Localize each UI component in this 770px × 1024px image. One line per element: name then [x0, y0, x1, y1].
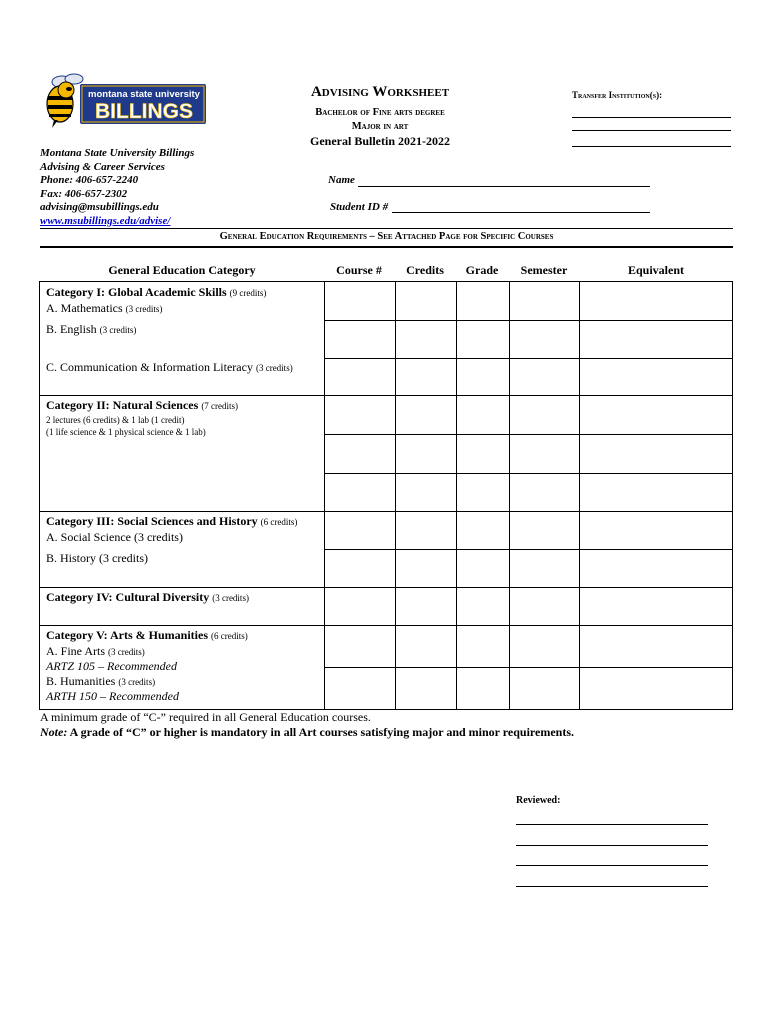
entry-row-divider: [324, 358, 732, 359]
table-row-divider: [40, 587, 732, 588]
table-row-divider: [40, 395, 732, 396]
category-5-credits: (6 credits): [211, 631, 248, 641]
page-title: Advising Worksheet: [310, 84, 450, 100]
natural-science-detail-2: (1 life science & 1 physical science & 1 lab): [46, 426, 206, 437]
table-row-divider: [40, 511, 732, 512]
table-col-divider: [579, 282, 580, 709]
category-5-block: [46, 628, 248, 704]
header-rule-top: [40, 228, 733, 229]
fine-arts-recommendation: ARTZ 105 – Recommended: [46, 659, 177, 673]
reviewed-line-2[interactable]: [516, 845, 708, 846]
entry-row-divider: [324, 320, 732, 321]
communication-credits: (3 credits): [255, 363, 293, 373]
history-label: B. History (3 credits): [46, 551, 148, 565]
entry-row-divider: [324, 473, 732, 474]
ge-requirements-table: [39, 281, 733, 710]
col-header-credits: Credits: [406, 263, 444, 277]
grade-notes: [40, 710, 574, 740]
student-id-field[interactable]: [392, 212, 650, 213]
table-col-divider: [456, 282, 457, 709]
humanities-recommendation: ARTH 150 – Recommended: [46, 689, 179, 703]
msu-billings-logo: [40, 72, 208, 130]
mathematics-label: A. Mathematics: [46, 300, 123, 315]
mathematics-credits: (3 credits): [125, 303, 163, 314]
fine-arts-credits: (3 credits): [108, 646, 145, 657]
english-row-label: [46, 322, 136, 338]
col-header-equivalent: Equivalent: [627, 263, 684, 277]
contact-phone: Phone: 406-657-2240: [40, 174, 139, 186]
name-field[interactable]: [358, 186, 650, 187]
contact-email: advising@msubillings.edu: [40, 201, 159, 213]
category-3-credits: (6 credits): [260, 517, 298, 527]
contact-office: Advising & Career Services: [40, 160, 165, 173]
art-grade-note: A grade of “C” or higher is mandatory in all Art courses satisfying major and minor requirements.: [67, 725, 574, 739]
category-3-title: Category III: Social Sciences and History: [46, 514, 258, 528]
logo-top-text: montana state university: [88, 89, 200, 100]
english-credits: (3 credits): [99, 325, 137, 335]
col-header-grade: Grade: [465, 263, 499, 277]
entry-row-divider: [324, 667, 732, 668]
transfer-institution-line-1[interactable]: [572, 117, 731, 118]
name-label: Name: [328, 174, 355, 186]
table-row-divider: [40, 625, 732, 626]
min-grade-note: A minimum grade of “C-” required in all General Education courses.: [40, 710, 371, 724]
reviewed-line-3[interactable]: [516, 865, 708, 866]
table-col-divider: [324, 282, 325, 709]
major-title: Major in art: [351, 121, 409, 132]
note-label: Note:: [40, 725, 68, 739]
category-5-title: Category V: Arts & Humanities: [46, 628, 208, 642]
humanities-label: B. Humanities: [46, 673, 116, 688]
category-1-title: Category I: Global Academic Skills: [46, 285, 227, 299]
category-4-title: Category IV: Cultural Diversity: [46, 590, 210, 604]
history-row-label: [46, 551, 148, 566]
category-1-block: [46, 285, 266, 316]
advising-website-link[interactable]: www.msubillings.edu/advise/: [40, 214, 171, 227]
category-2-block: [46, 398, 238, 438]
transfer-institution-line-3[interactable]: [572, 146, 731, 147]
bulletin-title: General Bulletin 2021-2022: [310, 134, 450, 148]
col-header-category: General Education Category: [108, 263, 256, 277]
col-header-semester: Semester: [520, 263, 568, 277]
worksheet-title-block: [270, 84, 490, 149]
fine-arts-label: A. Fine Arts: [46, 643, 106, 658]
reviewed-line-4[interactable]: [516, 886, 708, 887]
natural-science-detail-1: 2 lectures (6 credits) & 1 lab (1 credit): [46, 414, 185, 425]
contact-fax: Fax: 406-657-2302: [40, 187, 128, 200]
category-2-title: Category II: Natural Sciences: [46, 398, 199, 412]
transfer-institution-label: Transfer Institution(s):: [572, 90, 663, 100]
ge-requirements-header: General Education Requirements – See Attached Page for Specific Courses: [219, 231, 554, 242]
english-label: B. English: [46, 322, 97, 336]
table-col-divider: [509, 282, 510, 709]
contact-block: [40, 147, 194, 228]
reviewed-label: Reviewed:: [516, 795, 561, 806]
category-2-credits: (7 credits): [201, 401, 239, 411]
entry-row-divider: [324, 434, 732, 435]
humanities-credits: (3 credits): [118, 676, 156, 687]
category-3-block: [46, 514, 297, 544]
category-1-credits: (9 credits): [229, 288, 267, 298]
col-header-course: Course #: [336, 263, 382, 277]
header-rule-bottom: [40, 246, 733, 248]
table-col-divider: [395, 282, 396, 709]
communication-row-label: [46, 360, 293, 376]
transfer-institution-line-2[interactable]: [572, 130, 731, 131]
social-science-label: A. Social Science (3 credits): [46, 529, 183, 544]
category-4-block: [46, 590, 249, 606]
entry-row-divider: [324, 549, 732, 550]
student-id-label: Student ID #: [330, 201, 389, 213]
degree-title: Bachelor of Fine arts degree: [315, 107, 445, 118]
logo-main-text: BILLINGS: [95, 100, 193, 123]
reviewed-line-1[interactable]: [516, 824, 708, 825]
category-4-credits: (3 credits): [212, 593, 249, 603]
contact-university: Montana State University Billings: [40, 147, 195, 159]
yellowjacket-mascot-icon: [40, 72, 208, 130]
communication-label: C. Communication & Information Literacy: [46, 360, 253, 374]
